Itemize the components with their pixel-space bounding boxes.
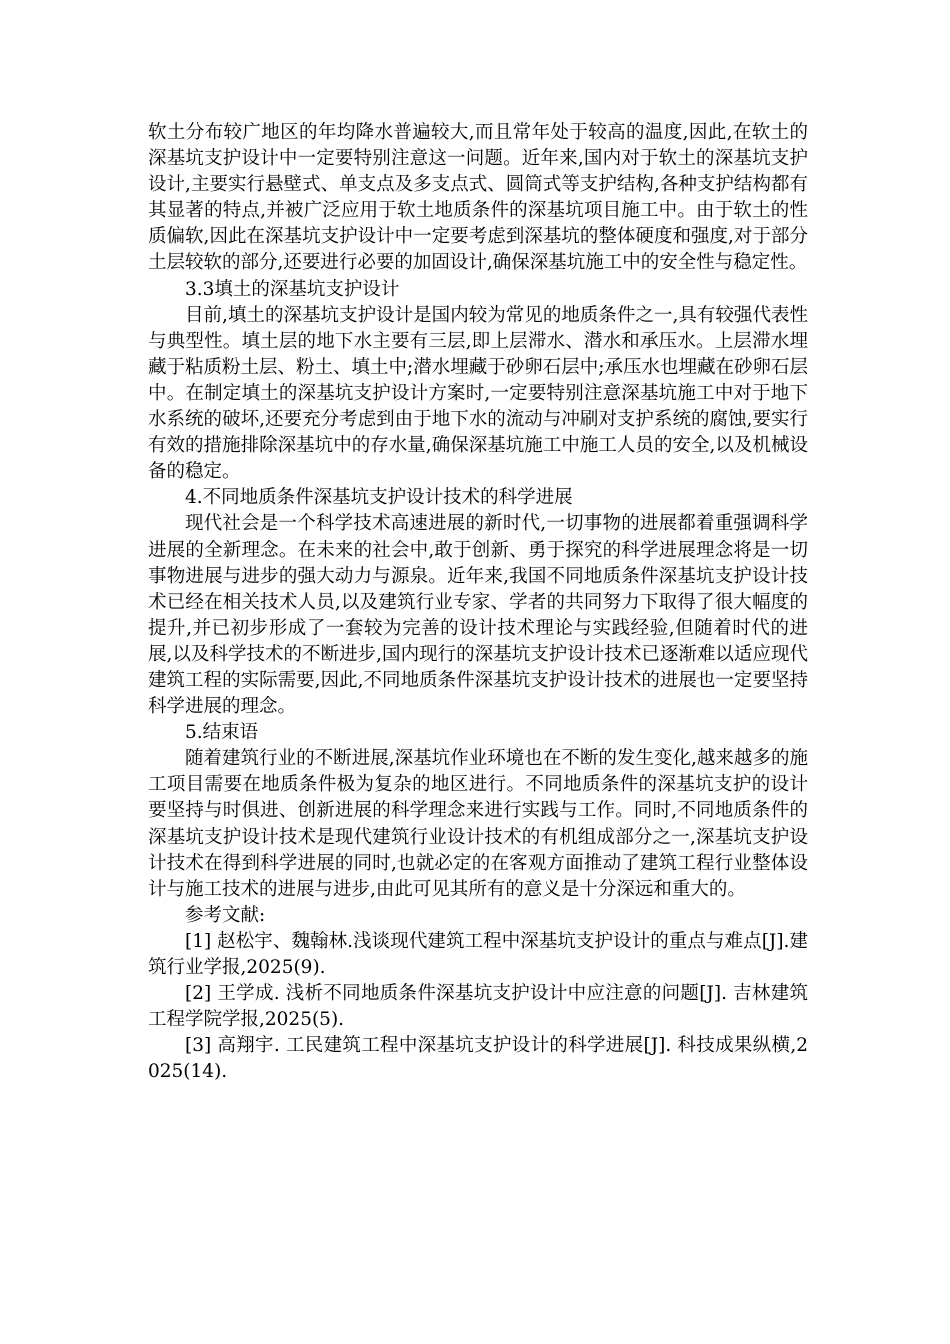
section-heading-5: 5.结束语 [185, 722, 259, 744]
reference-item: [3] 高翔宇. 工民建筑工程中深基坑支护设计的科学进展[J]. 科技成果纵横,2025(14). [148, 1035, 808, 1083]
paragraph-scientific-progress: 现代社会是一个科学技术高速进展的新时代,一切事物的进展都着重强调科学进展的全新理念。在未来的社会中,敢于创新、勇于探究的科学进展理念将是一切事物进展与进步的强大动力与源泉。近年来,我国不同地质条件深基坑支护设计技术已经在相关技术人员,以及建筑行业专家、学者的共同努力下取得了很大幅度的提升,并已初步形成了一套较为完善的设计技术理论与实践经验,但随着时代的进展,以及科学技术的不断进步,国内现行的深基坑支护设计技术已逐渐难以适应现代建筑工程的实际需要,因此,不同地质条件深基坑支护设计技术的进展也一定要坚持科学进展的理念。 [148, 513, 808, 718]
paragraph-soft-soil-continued: 软土分布较广地区的年均降水普遍较大,而且常年处于较高的温度,因此,在软土的深基坑支护设计中一定要特别注意这一问题。近年来,国内对于软土的深基坑支护设计,主要实行悬壁式、单支点及多支点式、圆筒式等支护结构,各种支护结构都有其显著的特点,并被广泛应用于软土地质条件的深基坑项目施工中。由于软土的性质偏软,因此在深基坑支护设计中一定要考虑到深基坑的整体硬度和强度,对于部分土层较软的部分,还要进行必要的加固设计,确保深基坑施工中的安全性与稳定性。 [148, 122, 808, 274]
paragraph-fill-soil: 目前,填土的深基坑支护设计是国内较为常见的地质条件之一,具有较强代表性与典型性。填土层的地下水主要有三层,即上层滞水、潜水和承压水。上层滞水埋藏于粘质粉土层、粉土、填土中;潜水埋藏于砂卵石层中;承压水也埋藏在砂卵石层中。在制定填土的深基坑支护设计方案时,一定要特别注意深基坑施工中对于地下水系统的破坏,还要充分考虑到由于地下水的流动与冲刷对支护系统的腐蚀,要实行有效的措施排除深基坑中的存水量,确保深基坑施工中施工人员的安全,以及机械设备的稳定。 [148, 304, 808, 483]
reference-item: [2] 王学成. 浅析不同地质条件深基坑支护设计中应注意的问题[J]. 吉林建筑工程学院学报,2025(5). [148, 983, 808, 1031]
section-heading-3-3: 3.3填土的深基坑支护设计 [185, 278, 400, 300]
reference-item: [1] 赵松宇、魏翰林.浅谈现代建筑工程中深基坑支护设计的重点与难点[J].建筑行业学报,2025(9). [148, 930, 808, 978]
references-heading: 参考文献: [185, 904, 266, 926]
paragraph-conclusion: 随着建筑行业的不断进展,深基坑作业环境也在不断的发生变化,越来越多的施工项目需要在地质条件极为复杂的地区进行。不同地质条件的深基坑支护的设计要坚持与时俱进、创新进展的科学理念来进行实践与工作。同时,不同地质条件的深基坑支护设计技术是现代建筑行业设计技术的有机组成部分之一,深基坑支护设计技术在得到科学进展的同时,也就必定的在客观方面推动了建筑工程行业整体设计与施工技术的进展与进步,由此可见其所有的意义是十分深远和重大的。 [148, 748, 808, 900]
document-body [148, 120, 808, 1085]
section-heading-4: 4.不同地质条件深基坑支护设计技术的科学进展 [185, 487, 573, 509]
